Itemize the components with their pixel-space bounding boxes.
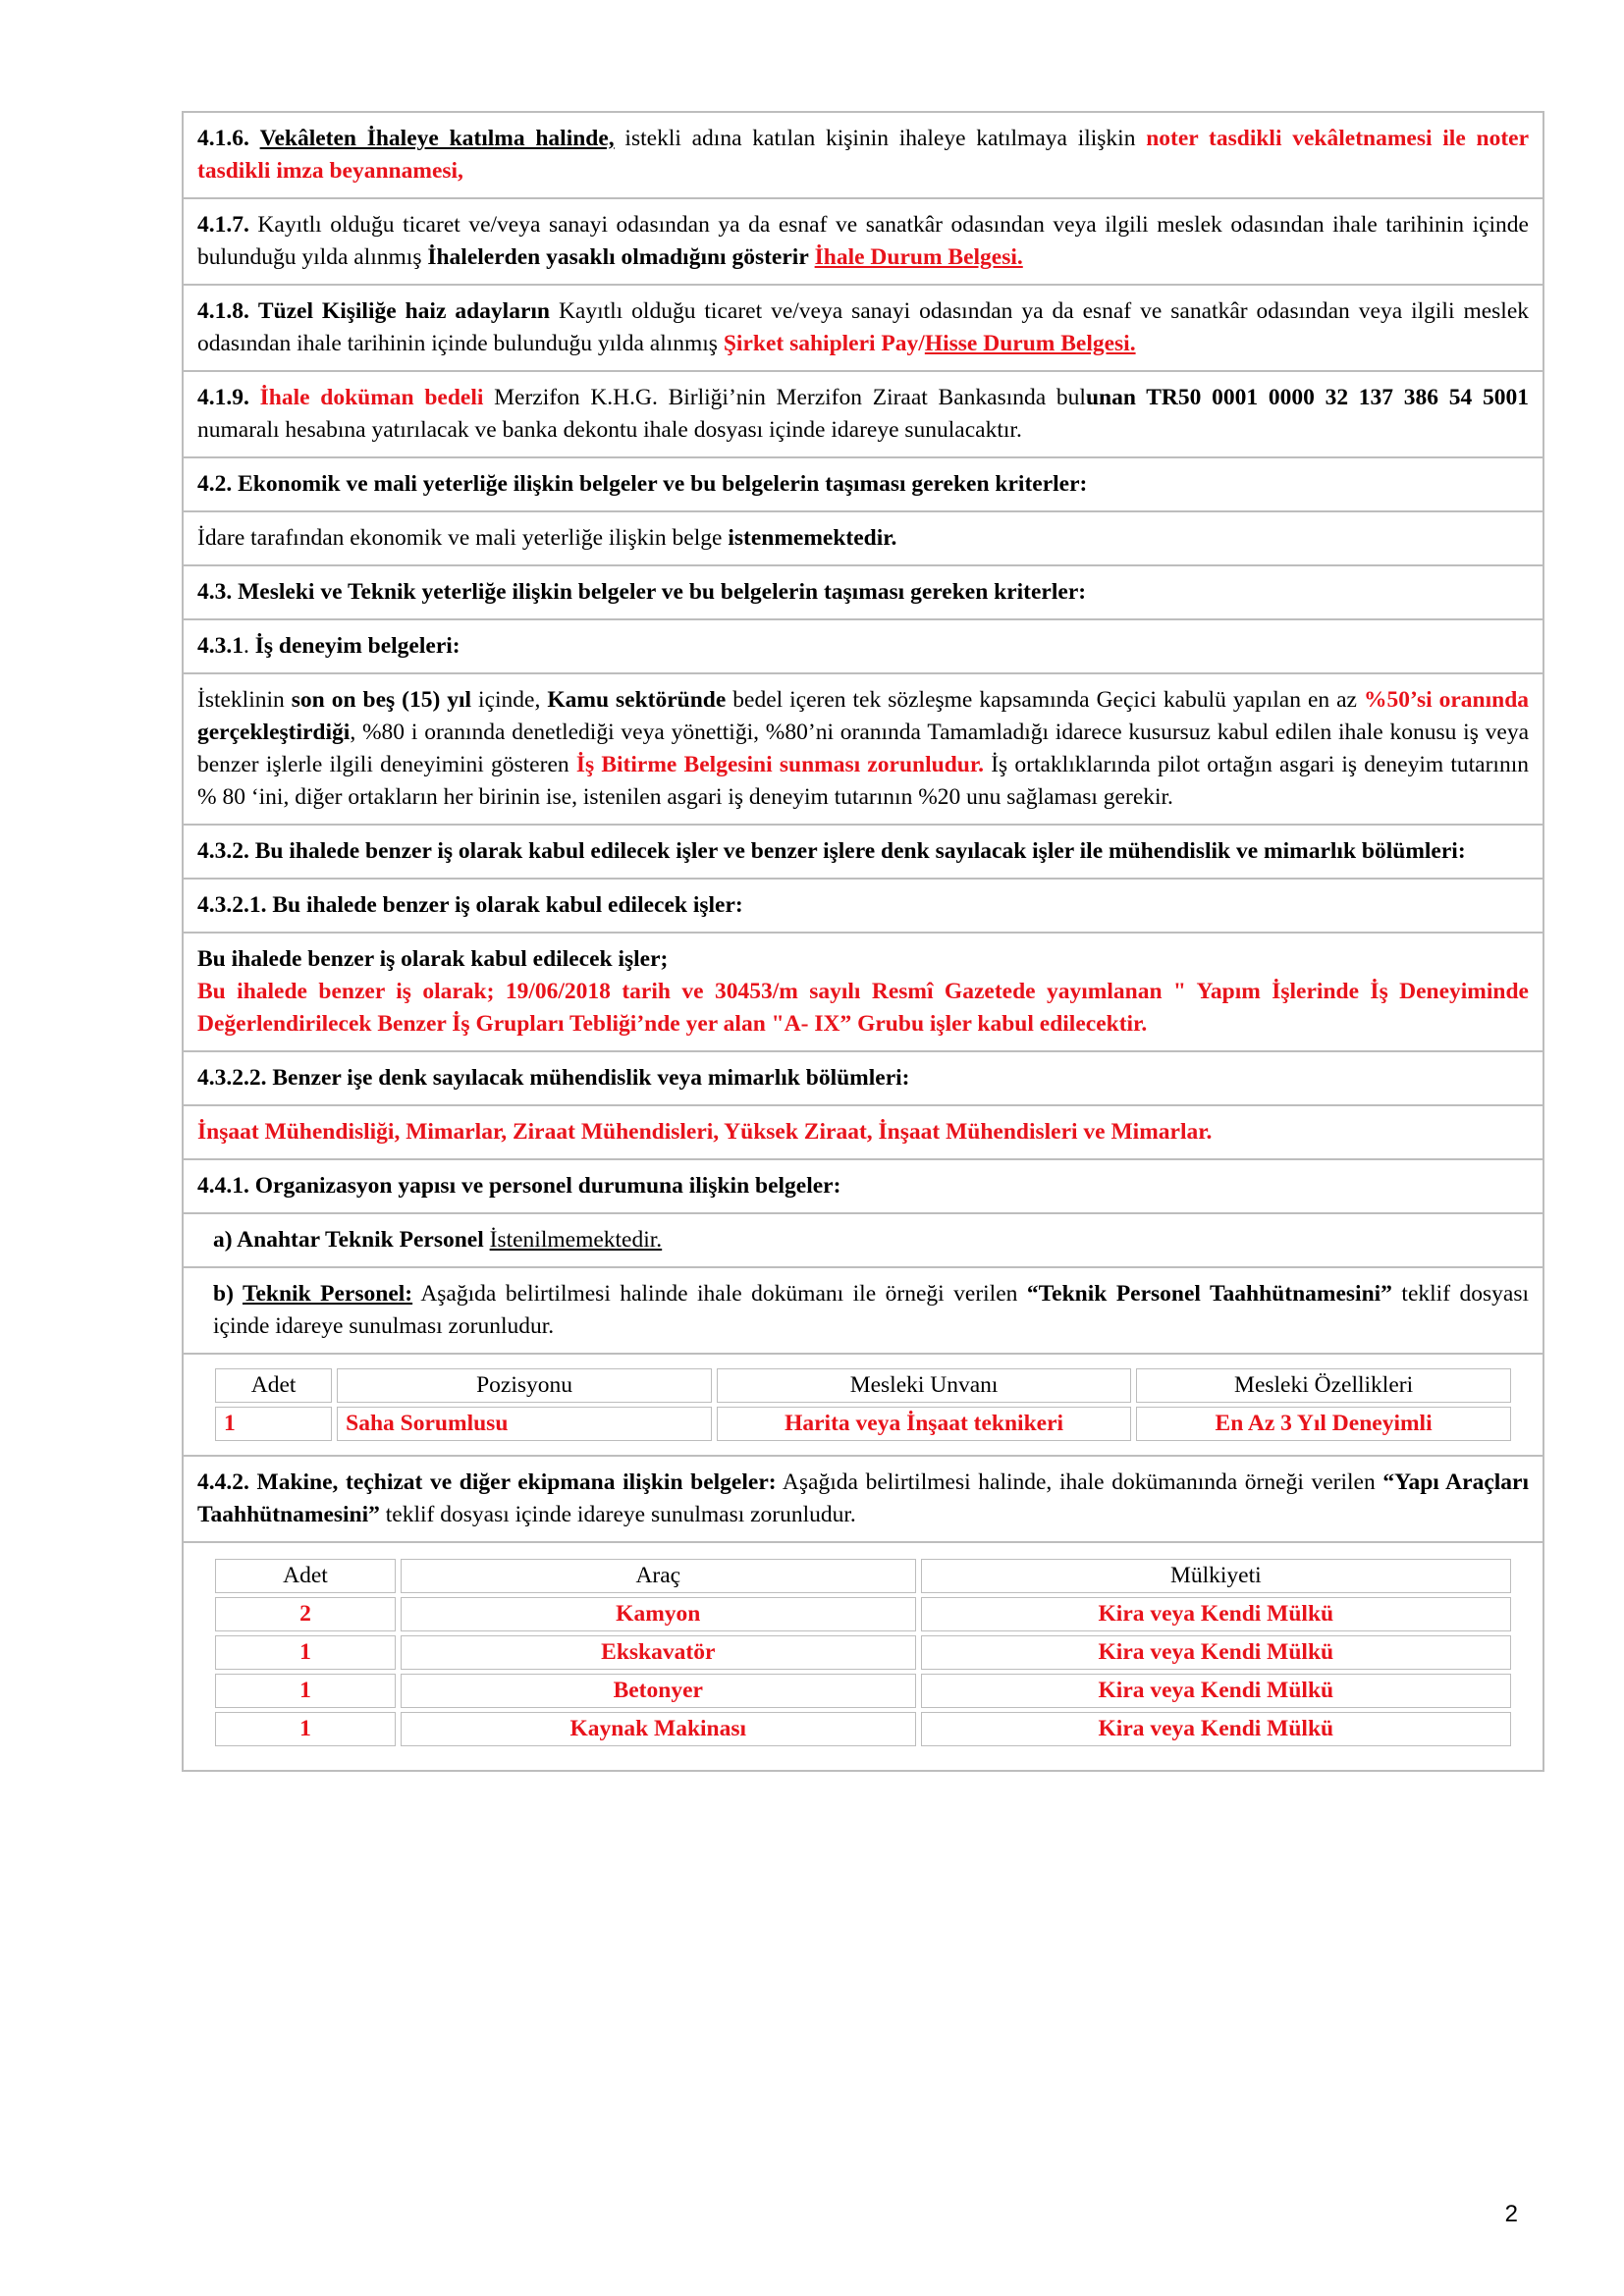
item-label: a) Anahtar Teknik Personel	[213, 1227, 484, 1253]
section-4-3-1-body	[182, 672, 1544, 824]
section-text: Kayıtlı olduğu ticaret ve/veya sanayi odasından ya da esnaf ve sanatkâr odasından veya ilgili meslek odasından ihale tarihinin içinde bulunduğu yılda alınmış	[197, 212, 1529, 270]
text-run: İş ortaklıklarında pilot ortağın asgari iş deneyim tutarının % 80 ‘ini, diğer ortakların her birinin ise, istenilen asgari iş deneyim tutarının %20 unu sağlaması gerekir.	[197, 752, 1529, 810]
table-cell: Betonyer	[401, 1674, 916, 1708]
table-cell: 2	[215, 1597, 396, 1631]
section-title: 4.4.2. Makine, teçhizat ve diğer ekipmana ilişkin belgeler:	[197, 1469, 777, 1495]
technical-personnel-item	[182, 1266, 1544, 1353]
section-number: 4.1.7.	[197, 212, 249, 238]
table-cell: Kira veya Kendi Mülkü	[921, 1635, 1511, 1670]
table-cell: Kira veya Kendi Mülkü	[921, 1712, 1511, 1746]
section-4-1-8	[182, 284, 1544, 370]
section-4-3-2-2-title: 4.3.2.2. Benzer işe denk sayılacak mühendislik veya mimarlık bölümleri:	[182, 1050, 1544, 1104]
section-4-4-1-title: 4.4.1. Organizasyon yapısı ve personel durumuna ilişkin belgeler:	[182, 1158, 1544, 1212]
table-row	[215, 1635, 1511, 1670]
section-text: Kayıtlı olduğu ticaret ve/veya sanayi odasından ya da esnaf ve sanatkâr odasından veya ilgili meslek odasından ihale tarihinin içinde bulunduğu yılda alınmış	[197, 298, 1530, 356]
table-cell: 1	[215, 1712, 396, 1746]
table-cell: Kamyon	[401, 1597, 916, 1631]
table-cell: Ekskavatör	[401, 1635, 916, 1670]
section-requirement: Bu ihalede benzer iş olarak; 19/06/2018 tarih ve 30453/m sayılı Resmî Gazetede yayımlanan " Yapım İşlerinde İş Deneyiminde Değerlendirilecek Benzer İş Grupları Tebliği’nde yer alan "A- IX” Grubu işler kabul edilecektir.	[197, 979, 1529, 1037]
section-4-2-body	[182, 510, 1544, 564]
table-header: Adet	[215, 1368, 332, 1403]
table-header-row	[215, 1368, 1511, 1403]
section-4-2-title: 4.2. Ekonomik ve mali yeterliğe ilişkin belgeler ve bu belgelerin taşıması gereken kriterler:	[182, 456, 1544, 510]
section-title: İhale doküman bedeli	[259, 385, 484, 410]
item-text: teklif dosyası içinde idareye sunulması zorunludur.	[213, 1281, 1530, 1339]
table-cell: Harita veya İnşaat teknikeri	[717, 1407, 1131, 1441]
section-text: numaralı hesabına yatırılacak ve banka dekontu ihale dosyası içinde idareye sunulacaktır.	[197, 417, 1022, 443]
text-run: içinde,	[471, 687, 548, 713]
table-cell: En Az 3 Yıl Deneyimli	[1136, 1407, 1511, 1441]
item-bold-text: “Teknik Personel Taahhütnamesini”	[1026, 1281, 1392, 1307]
table-header: Mülkiyeti	[921, 1559, 1511, 1593]
section-4-3-title: 4.3. Mesleki ve Teknik yeterliğe ilişkin belgeler ve bu belgelerin taşıması gereken kriterler:	[182, 564, 1544, 618]
table-cell: 1	[215, 1674, 396, 1708]
text-run: İsteklinin	[197, 687, 292, 713]
table-cell: Kira veya Kendi Mülkü	[921, 1674, 1511, 1708]
bold-run: Kamu sektöründe	[547, 687, 727, 713]
bold-run: gerçekleştirdiği	[197, 720, 351, 745]
section-title: Tüzel Kişiliğe haiz adayların	[257, 298, 550, 324]
section-number: 4.1.8.	[197, 298, 249, 324]
section-4-1-6	[182, 111, 1544, 197]
section-4-3-2-title: 4.3.2. Bu ihalede benzer iş olarak kabul edilecek işler ve benzer işlere denk sayılacak işler ile mühendislik ve mimarlık bölümleri:	[182, 824, 1544, 878]
section-text: Aşağıda belirtilmesi halinde, ihale dokümanında örneği verilen	[776, 1469, 1383, 1495]
section-bold-text: Bu ihalede benzer iş olarak kabul edilecek işler;	[197, 946, 669, 972]
section-4-3-2-1-body	[182, 932, 1544, 1050]
table-header: Mesleki Unvanı	[717, 1368, 1131, 1403]
bold-run: son on beş (15) yıl	[291, 687, 472, 713]
section-4-1-9	[182, 370, 1544, 456]
section-requirement-underlined: Hisse Durum Belgesi.	[924, 331, 1136, 356]
section-4-3-1-title	[182, 618, 1544, 672]
document-body	[182, 111, 1544, 1772]
table-row	[215, 1597, 1511, 1631]
table-cell: Saha Sorumlusu	[337, 1407, 712, 1441]
table-header: Adet	[215, 1559, 396, 1593]
item-title: Teknik Personel:	[242, 1281, 413, 1307]
section-text: Merzifon K.H.G. Birliği’nin Merzifon Ziraat Bankasında bul	[483, 385, 1086, 410]
section-requirement: Şirket sahipleri Pay/	[723, 331, 925, 356]
item-text: İstenilmemektedir.	[489, 1227, 663, 1253]
personnel-table-row	[182, 1353, 1544, 1455]
iban-text: unan TR50 0001 0000 32 137 386 54 5001	[1085, 385, 1529, 410]
table-row	[215, 1674, 1511, 1708]
table-header: Mesleki Özellikleri	[1136, 1368, 1511, 1403]
section-requirement: noter tasdikli vekâletnamesi ile noter tasdikli imza beyannamesi,	[197, 126, 1530, 184]
equipment-table	[210, 1555, 1516, 1750]
red-run: İş Bitirme Belgesini sunması zorunludur.	[575, 752, 984, 777]
section-number: 4.1.9.	[197, 385, 249, 410]
page-number: 2	[1504, 2201, 1518, 2227]
section-bold-text: “Yapı Araçları Taahhütnamesini”	[197, 1469, 1530, 1527]
equipment-table-row	[182, 1541, 1544, 1772]
personnel-table	[210, 1364, 1516, 1445]
section-4-4-2	[182, 1455, 1544, 1541]
section-number: 4.3.1	[197, 633, 244, 659]
table-row	[215, 1712, 1511, 1746]
red-run: %50’si oranında	[1363, 687, 1530, 713]
section-title: Vekâleten İhaleye katılma halinde,	[259, 126, 615, 151]
section-text: istekli adına katılan kişinin ihaleye katılmaya ilişkin	[614, 126, 1147, 151]
section-title: İş deneyim belgeleri:	[248, 633, 460, 659]
section-number: 4.1.6.	[197, 126, 249, 151]
table-cell: 1	[215, 1407, 332, 1441]
item-label: b)	[213, 1281, 243, 1307]
table-row	[215, 1407, 1511, 1441]
table-header: Pozisyonu	[337, 1368, 712, 1403]
section-bold-text: istenmemektedir.	[728, 525, 897, 551]
text-run: , %80 i oranında denetlediği veya yönettiği, %80’ni oranında Tamamladığı idarece kusursuz kabul edilen ihale konusu iş veya benzer işlerle ilgili deneyimini gösteren	[197, 720, 1529, 777]
key-personnel-item	[182, 1212, 1544, 1266]
item-text: Aşağıda belirtilmesi halinde ihale dokümanı ile örneği verilen	[412, 1281, 1027, 1307]
section-4-3-2-2-body: İnşaat Mühendisliği, Mimarlar, Ziraat Mühendisleri, Yüksek Ziraat, İnşaat Mühendisleri ve Mimarlar.	[182, 1104, 1544, 1158]
section-text: İdare tarafından ekonomik ve mali yeterliğe ilişkin belge	[197, 525, 729, 551]
section-number-dot: .	[244, 633, 249, 659]
table-header: Araç	[401, 1559, 916, 1593]
section-bold-text: İhalelerden yasaklı olmadığını gösterir	[427, 244, 809, 270]
table-cell: Kaynak Makinası	[401, 1712, 916, 1746]
table-cell: Kira veya Kendi Mülkü	[921, 1597, 1511, 1631]
section-text: teklif dosyası içinde idareye sunulması zorunludur.	[379, 1502, 856, 1527]
table-cell: 1	[215, 1635, 396, 1670]
section-4-1-7	[182, 197, 1544, 284]
table-header-row	[215, 1559, 1511, 1593]
text-run: bedel içeren tek sözleşme kapsamında Geçici kabulü yapılan en az	[726, 687, 1364, 713]
section-requirement: İhale Durum Belgesi.	[814, 244, 1023, 270]
section-4-3-2-1-title: 4.3.2.1. Bu ihalede benzer iş olarak kabul edilecek işler:	[182, 878, 1544, 932]
